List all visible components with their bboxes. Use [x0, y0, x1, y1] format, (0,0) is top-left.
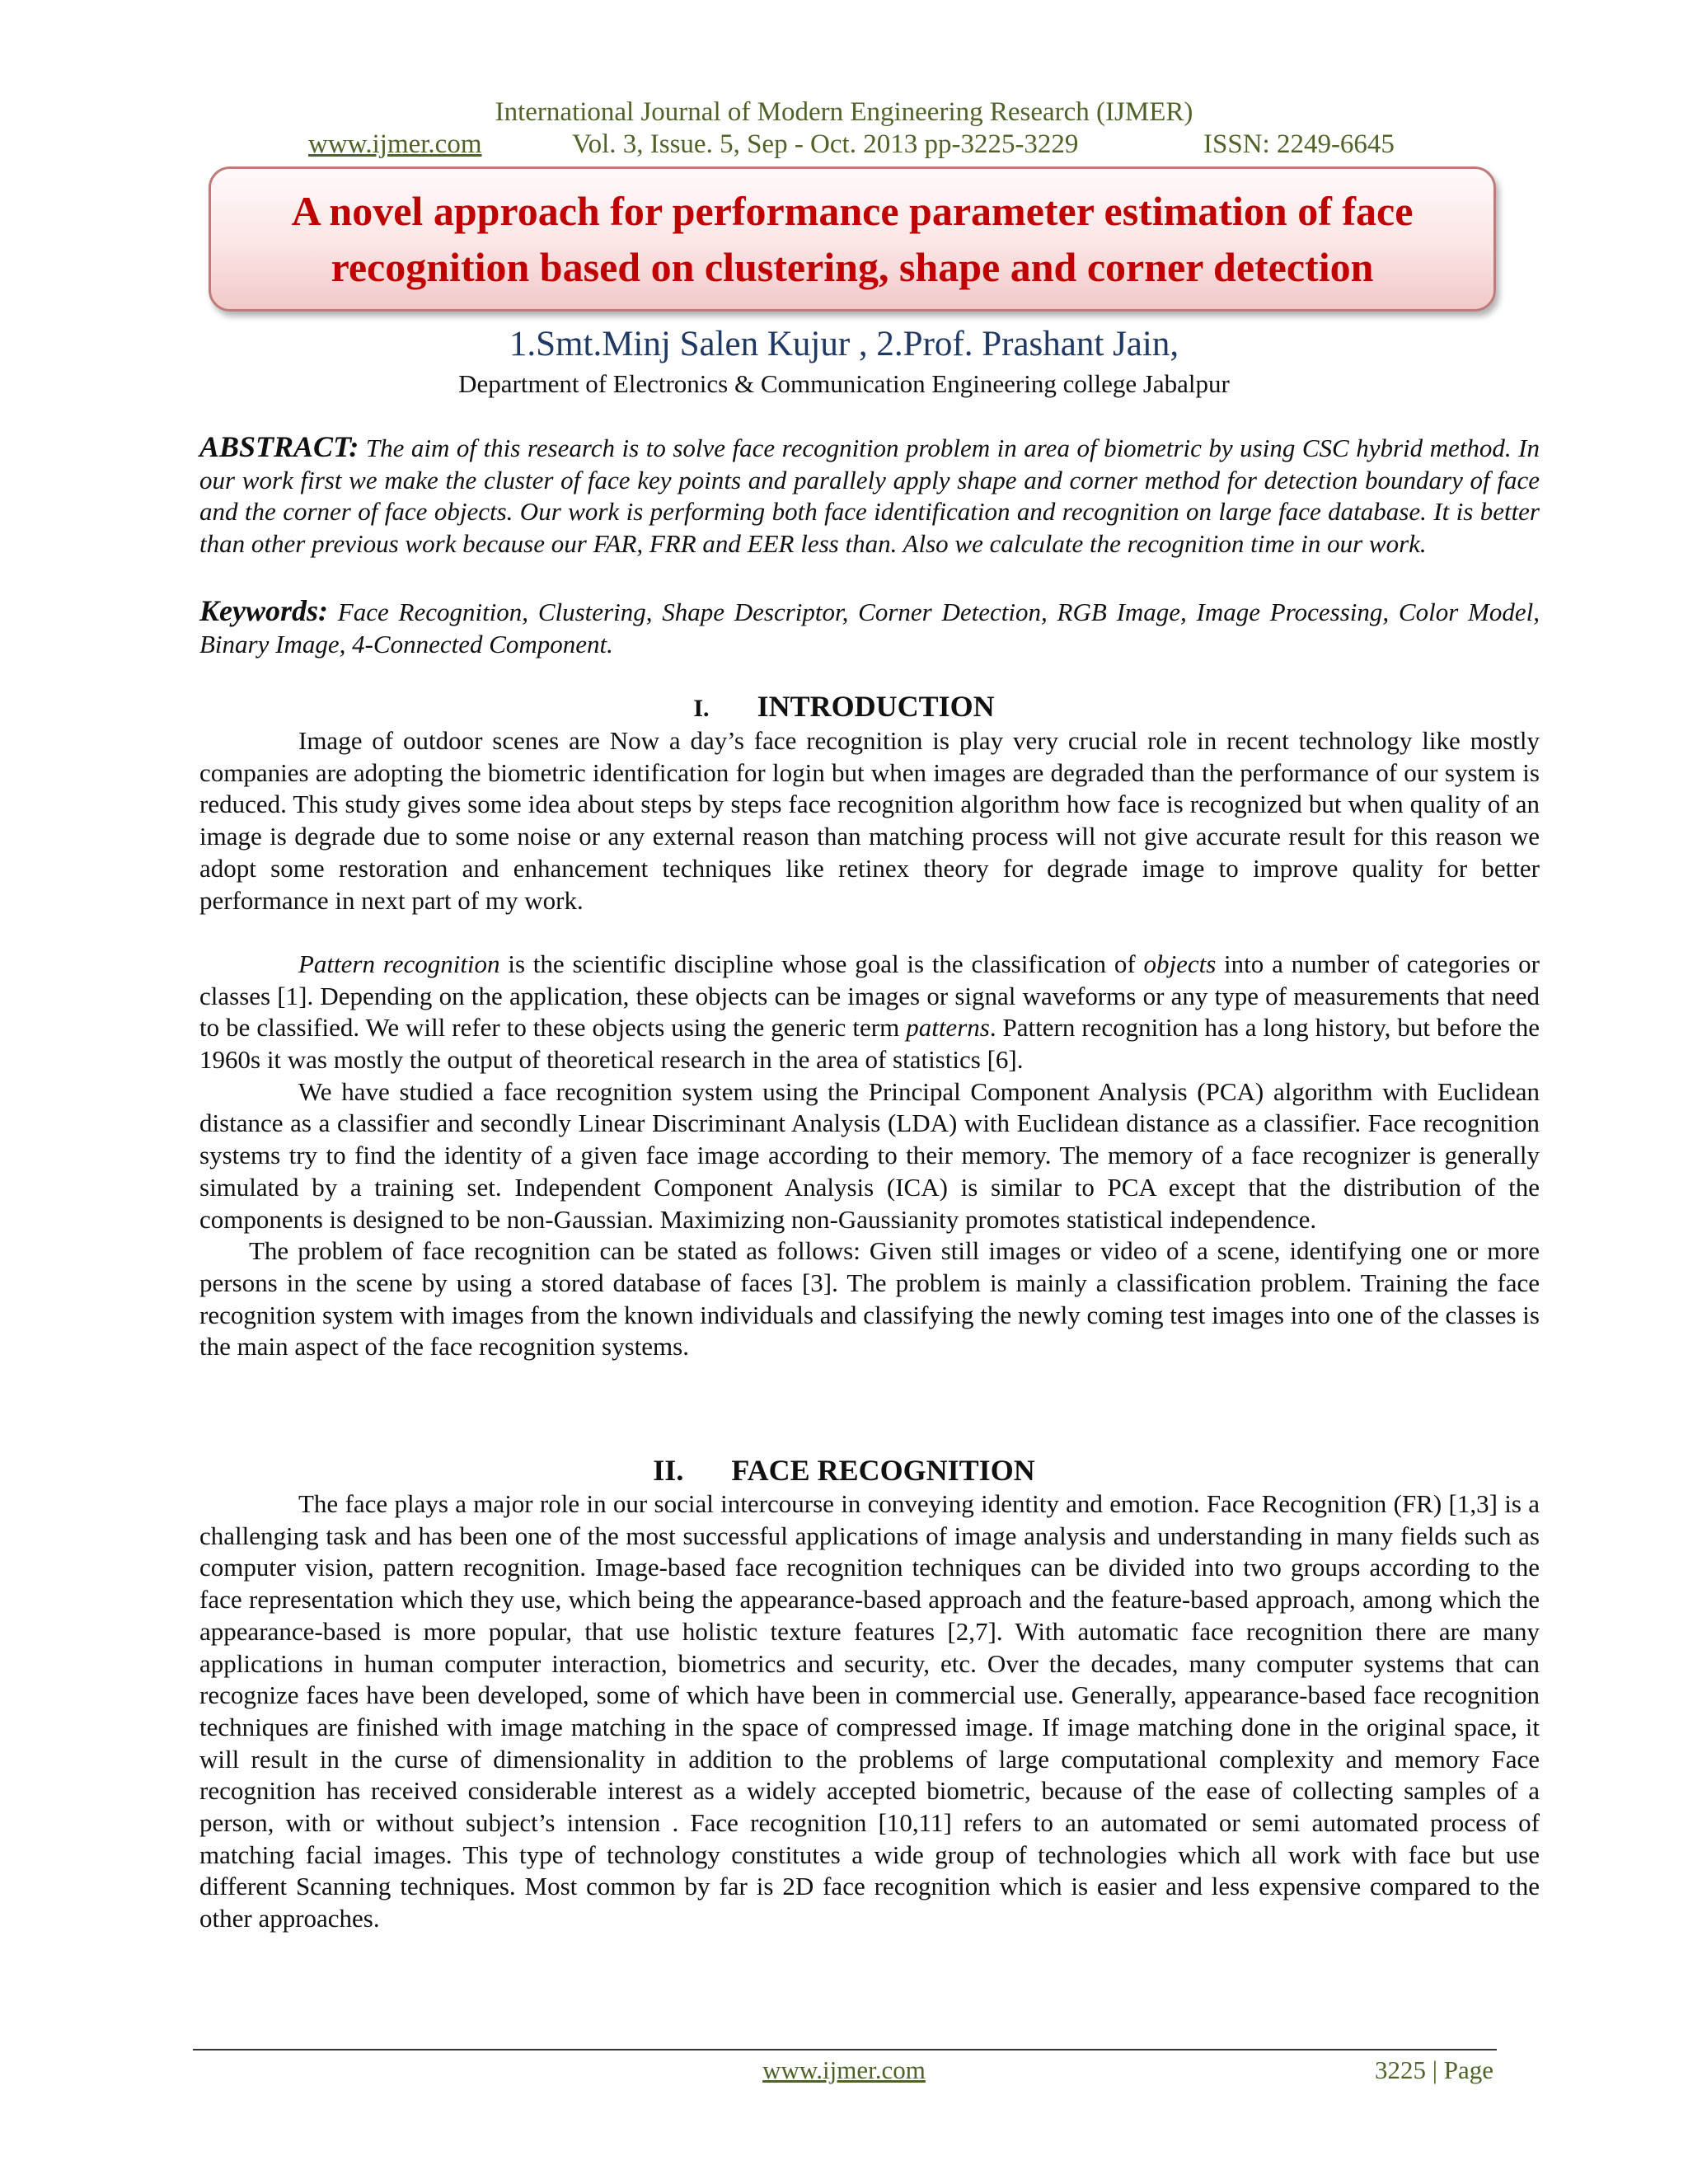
title-line-2: recognition based on clustering, shape and corner detection	[331, 244, 1374, 290]
page-number: 3225 | Page	[1375, 2055, 1493, 2084]
volume-info: Vol. 3, Issue. 5, Sep - Oct. 2013 pp-3225-3229	[572, 129, 1079, 159]
section-number: II.	[653, 1454, 684, 1487]
section-number: I.	[693, 695, 710, 722]
paper-title	[234, 183, 1470, 295]
authors: 1.Smt.Minj Salen Kujur , 2.Prof. Prashant Jain,	[509, 325, 1179, 363]
keywords-label: Keywords:	[199, 594, 328, 627]
issn-info: ISSN: 2249-6645	[1203, 129, 1395, 159]
paragraph: We have studied a face recognition system using the Principal Component Analysis (PCA) algorithm with Euclidean distance as a classifier and secondly Linear Discriminant Analysis (LDA) with Euclidean distance as a classifier. Face recognition systems try to find the identity of a given face image according to their memory. The memory of a face recognizer is generally simulated by a training set. Independent Component Analysis (ICA) is similar to PCA except that the distribution of the components is designed to be non-Gaussian. Maximizing non-Gaussianity promotes statistical independence.	[199, 1076, 1540, 1234]
keywords	[199, 595, 1540, 660]
paragraph: The problem of face recognition can be stated as follows: Given still images or video of a scene, identifying one or more persons in the scene by using a stored database of faces [3]. The problem is mainly a classification problem. Training the face recognition system with images from the known individuals and classifying the newly coming test images into one of the classes is the main aspect of the face recognition systems.	[199, 1236, 1540, 1361]
italic-term: objects	[1143, 949, 1217, 978]
footer-divider	[193, 2049, 1497, 2050]
journal-name: International Journal of Modern Engineering Research (IJMER)	[495, 97, 1193, 127]
paragraph: The face plays a major role in our social intercourse in conveying identity and emotion. Face Recognition (FR) [1,3] is a challenging task and has been one of the most successful applications of image analysis and understanding in many fields such as computer vision, pattern recognition. Image-based face recognition techniques can be divided into two groups according to the face representation which they use, which being the appearance-based approach and the feature-based approach, among which the appearance-based is more popular, that use holistic texture features [2,7]. With automatic face recognition there are many applications in human computer interaction, biometrics and security, etc. Over the decades, many computer systems that can recognize faces have been developed, some of which have been in commercial use. Generally, appearance-based face recognition techniques are finished with image matching in the space of compressed image. If image matching done in the original space, it will result in the curse of dimensionality in addition to the problems of large computational complexity and memory Face recognition has received considerable interest as a widely accepted biometric, because of the ease of collecting samples of a person, with or without subject’s intension . Face recognition [10,11] refers to an automated or semi automated process of matching facial images. This type of technology constitutes a wide group of technologies which all work with face but use different Scanning techniques. Most common by far is 2D face recognition which is easier and less expensive compared to the other approaches.	[199, 1489, 1540, 1933]
abstract-text: The aim of this research is to solve face recognition problem in area of biometric by using CSC hybrid method. In our work first we make the cluster of face key points and parallely apply shape and corner method for detection boundary of face and the corner of face objects. Our work is performing both face identification and recognition on large face database. It is better than other previous work because our FAR, FRR and EER less than. Also we calculate the recognition time in our work.	[199, 434, 1540, 559]
italic-term: Pattern recognition	[298, 949, 500, 978]
keywords-text: Face Recognition, Clustering, Shape Descriptor, Corner Detection, RGB Image, Image Processing, Color Model, Binary Image, 4-Connected Component.	[199, 598, 1540, 658]
section-heading-face-recognition	[0, 1453, 1688, 1488]
section-heading-introduction	[0, 689, 1688, 724]
footer-website-link[interactable]: www.ijmer.com	[762, 2055, 926, 2084]
abstract	[199, 431, 1540, 560]
abstract-label: ABSTRACT:	[199, 430, 359, 463]
italic-term: patterns	[906, 1013, 990, 1043]
section-title: INTRODUCTION	[757, 690, 995, 723]
face-recognition-body	[199, 1488, 1540, 1935]
section-title: FACE RECOGNITION	[731, 1454, 1035, 1487]
paragraph: Pattern recognition is the scientific discipline whose goal is the classification of objects into a number of categories or classes [1]. Depending on the application, these objects can be images or signal waveforms or any type of measurements that need to be classified. We will refer to these objects using the generic term patterns. Pattern recognition has a long history, but before the 1960s it was mostly the output of theoretical research in the area of statistics [6].	[199, 949, 1540, 1075]
journal-website-link[interactable]: www.ijmer.com	[308, 129, 482, 159]
title-line-1: A novel approach for performance parameter estimation of face	[291, 188, 1414, 234]
paragraph: Image of outdoor scenes are Now a day’s face recognition is play very crucial role in recent technology like mostly companies are adopting the biometric identification for login but when images are degraded than the performance of our system is reduced. This study gives some idea about steps by steps face recognition algorithm how face is recognized but when quality of an image is degrade due to some noise or any external reason than matching process will not give accurate result for this reason we adopt some restoration and enhancement techniques like retinex theory for degrade image to improve quality for better performance in next part of my work.	[199, 726, 1540, 915]
title-box	[209, 166, 1496, 312]
introduction-body	[199, 725, 1540, 1363]
department: Department of Electronics & Communication Engineering college Jabalpur	[458, 369, 1230, 398]
